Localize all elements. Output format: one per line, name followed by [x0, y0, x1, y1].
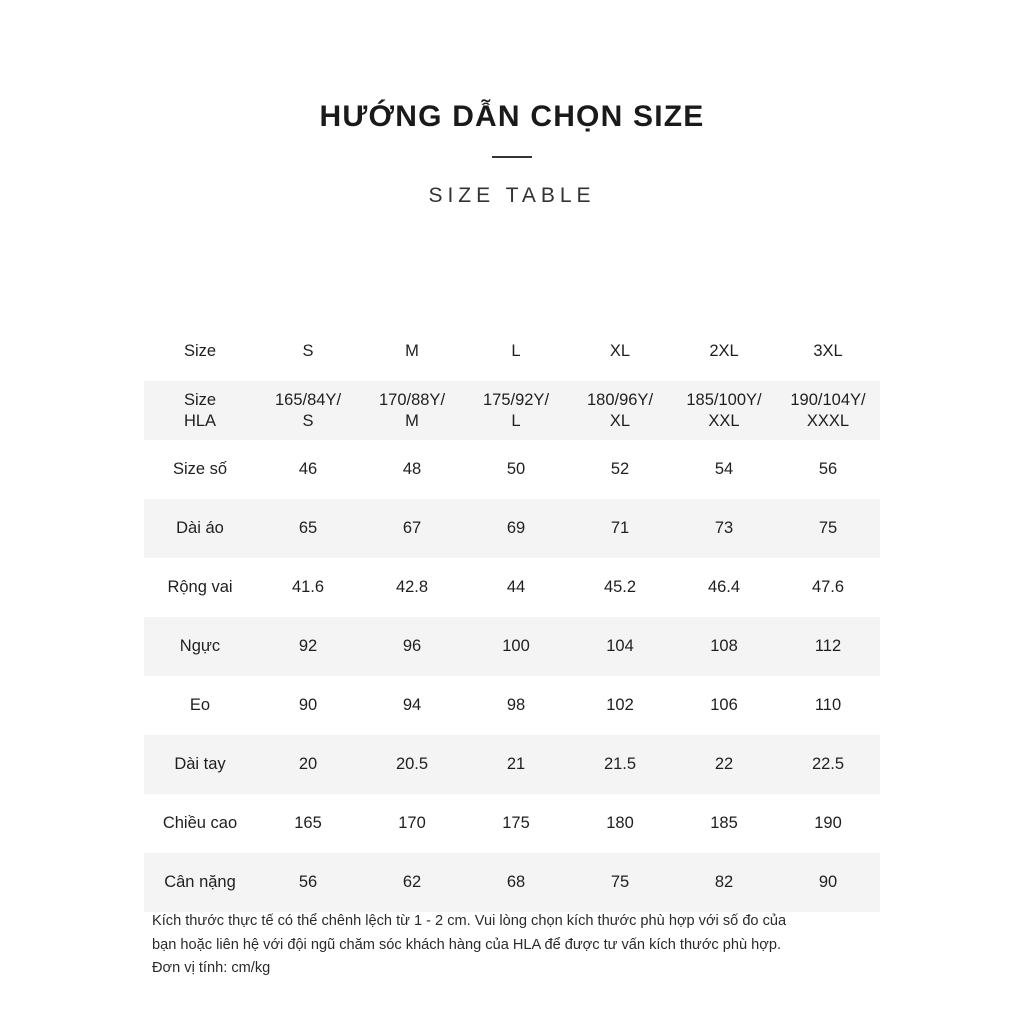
page-subtitle: SIZE TABLE [428, 184, 596, 207]
title-block [0, 0, 1024, 208]
cell-line2: L [511, 411, 521, 430]
table-cell: 106 [710, 696, 738, 715]
table-row [144, 853, 880, 912]
table-cell: 98 [506, 696, 526, 715]
note-line-2: bạn hoặc liên hệ với đội ngũ chăm sóc khách hàng của HLA để được tư vấn kích thước phù hợp. [152, 936, 782, 953]
table-cell: 69 [464, 499, 568, 558]
size-table-wrapper [144, 322, 880, 912]
table-cell: 90 [298, 696, 318, 715]
cell-line1: 175/92Y/ [482, 390, 550, 409]
cell-line2: XXL [708, 411, 740, 430]
row-label: Ngực [144, 617, 256, 676]
table-row [144, 440, 880, 499]
table-cell: 62 [360, 853, 464, 912]
cell-line2: XXXL [806, 411, 850, 430]
table-row [144, 322, 880, 381]
table-cell: 48 [402, 460, 422, 479]
table-cell: 47.6 [811, 578, 845, 597]
table-cell: 21.5 [568, 735, 672, 794]
row-label: Size số [172, 460, 228, 479]
note-line-1: Kích thước thực tế có thể chênh lệch từ 1 - 2 cm. Vui lòng chọn kích thước phù hợp với số đo của [152, 913, 787, 929]
table-cell: 92 [256, 617, 360, 676]
table-cell: 110 [814, 696, 842, 715]
table-cell: 2XL [709, 342, 739, 361]
table-cell: 71 [568, 499, 672, 558]
table-cell: 100 [464, 617, 568, 676]
table-cell: 68 [464, 853, 568, 912]
table-cell [256, 381, 360, 440]
table-cell: 190 [814, 814, 842, 833]
table-cell: 73 [672, 499, 776, 558]
note-line-3: Đơn vị tính: cm/kg [152, 960, 271, 977]
table-cell: L [511, 342, 521, 361]
table-row [144, 617, 880, 676]
table-cell: 82 [672, 853, 776, 912]
cell-line2: S [302, 411, 314, 430]
table-cell: 56 [256, 853, 360, 912]
table-cell: 50 [506, 460, 526, 479]
cell-line1: 170/88Y/ [378, 390, 446, 409]
table-cell: 165 [294, 814, 322, 833]
row-label: Cân nặng [144, 853, 256, 912]
table-cell: 22 [672, 735, 776, 794]
row-label [144, 381, 256, 440]
table-cell [568, 381, 672, 440]
table-cell: 21 [464, 735, 568, 794]
cell-line1: 165/84Y/ [274, 390, 342, 409]
table-cell: 104 [568, 617, 672, 676]
table-row [144, 676, 880, 735]
table-cell: 75 [568, 853, 672, 912]
table-cell: 54 [714, 460, 734, 479]
table-cell: 90 [776, 853, 880, 912]
table-cell: 20 [256, 735, 360, 794]
table-cell: 67 [360, 499, 464, 558]
row-label: Rộng vai [167, 578, 233, 597]
cell-line2: XL [609, 411, 631, 430]
table-cell [464, 381, 568, 440]
table-cell [776, 381, 880, 440]
table-cell: 170 [398, 814, 426, 833]
table-cell: 56 [818, 460, 838, 479]
table-cell: 22.5 [776, 735, 880, 794]
table-cell: M [405, 342, 419, 361]
table-cell [360, 381, 464, 440]
table-cell: 65 [256, 499, 360, 558]
table-row [144, 558, 880, 617]
table-cell: 185 [710, 814, 738, 833]
row-label: Dài áo [144, 499, 256, 558]
cell-line1: 190/104Y/ [790, 390, 866, 409]
table-cell: 102 [606, 696, 634, 715]
table-row [144, 735, 880, 794]
table-cell: 175 [502, 814, 530, 833]
table-cell [672, 381, 776, 440]
row-label: Chiều cao [162, 814, 238, 833]
size-table [144, 322, 880, 912]
cell-line1: 185/100Y/ [686, 390, 762, 409]
table-cell: 42.8 [395, 578, 429, 597]
table-cell: S [302, 342, 314, 361]
row-label-line1: Size [183, 390, 217, 409]
table-cell: XL [609, 342, 631, 361]
table-cell: 41.6 [291, 578, 325, 597]
row-label: Eo [189, 696, 211, 715]
table-row [144, 499, 880, 558]
table-cell: 44 [506, 578, 526, 597]
table-cell: 46.4 [707, 578, 741, 597]
row-label: Size [183, 342, 217, 361]
title-divider [492, 156, 532, 158]
row-label-line2: HLA [183, 411, 217, 430]
cell-line2: M [405, 411, 419, 430]
row-label: Dài tay [144, 735, 256, 794]
table-cell: 75 [776, 499, 880, 558]
table-cell: 52 [610, 460, 630, 479]
table-cell: 180 [606, 814, 634, 833]
table-cell: 20.5 [360, 735, 464, 794]
page-title: HƯỚNG DẪN CHỌN SIZE [319, 100, 705, 133]
table-cell: 3XL [813, 342, 843, 361]
table-cell: 108 [672, 617, 776, 676]
table-row [144, 794, 880, 853]
table-cell: 112 [776, 617, 880, 676]
table-cell: 46 [298, 460, 318, 479]
table-cell: 94 [402, 696, 422, 715]
cell-line1: 180/96Y/ [586, 390, 654, 409]
size-note [152, 910, 882, 981]
table-row [144, 381, 880, 440]
table-cell: 96 [360, 617, 464, 676]
table-cell: 45.2 [603, 578, 637, 597]
